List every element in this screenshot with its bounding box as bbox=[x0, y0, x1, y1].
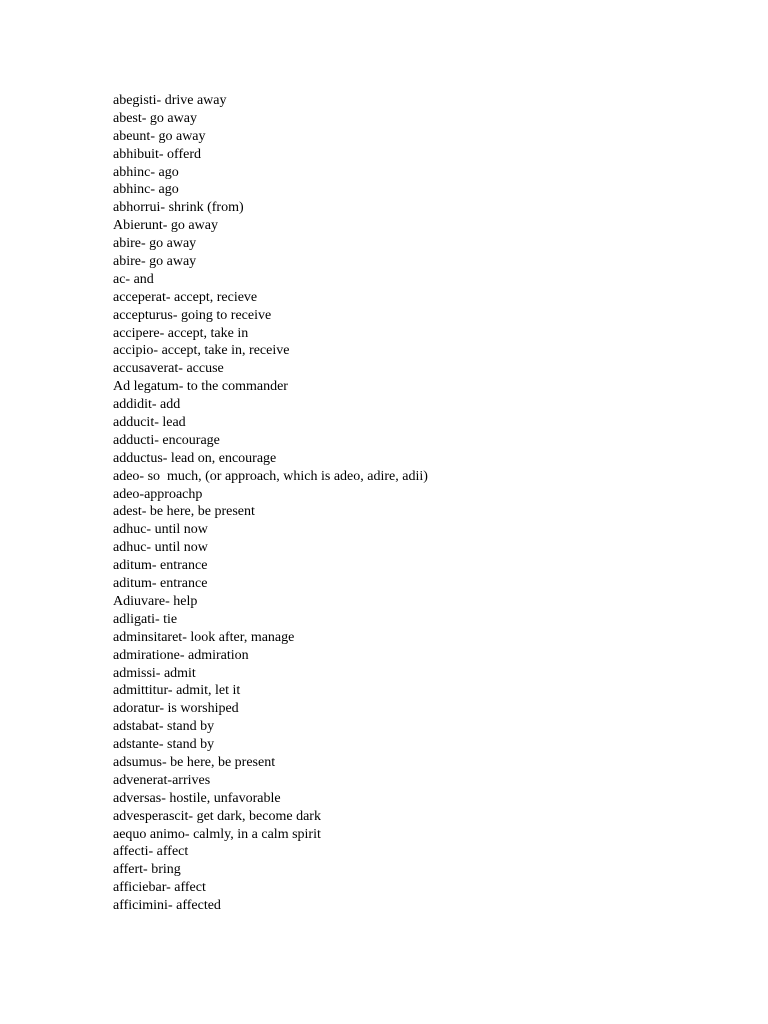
vocab-entry: abire- go away bbox=[113, 254, 197, 270]
vocab-entry: advesperascit- get dark, become dark bbox=[113, 808, 321, 824]
vocab-entry: ac- and bbox=[113, 271, 154, 287]
vocab-entry: adest- be here, be present bbox=[113, 504, 255, 520]
vocab-entry: abegisti- drive away bbox=[113, 93, 227, 108]
vocab-entry: admittitur- admit, let it bbox=[113, 683, 241, 699]
vocab-entry: adducti- encourage bbox=[113, 432, 220, 448]
vocab-entry: Abierunt- go away bbox=[113, 218, 218, 234]
vocab-entry: accusaverat- accuse bbox=[113, 361, 224, 377]
vocab-entry: afficiebar- affect bbox=[113, 880, 206, 896]
vocab-entry: admiratione- admiration bbox=[113, 647, 249, 663]
vocab-entry: Ad legatum- to the commander bbox=[113, 379, 288, 395]
vocab-entry: acceperat- accept, recieve bbox=[113, 289, 258, 305]
vocab-entry: adductus- lead on, encourage bbox=[113, 450, 277, 466]
vocab-entry: abire- go away bbox=[113, 236, 197, 252]
vocab-entry: addidit- add bbox=[113, 397, 181, 413]
vocab-entry: accepturus- going to receive bbox=[113, 307, 272, 323]
vocab-entry: adducit- lead bbox=[113, 415, 186, 431]
vocab-entry: adeo-approachp bbox=[113, 486, 203, 502]
vocab-entry: Adiuvare- help bbox=[113, 593, 198, 609]
vocab-entry: adminsitaret- look after, manage bbox=[113, 629, 295, 645]
vocab-entry: admissi- admit bbox=[113, 665, 196, 681]
vocab-entry: abhorrui- shrink (from) bbox=[113, 200, 244, 216]
vocab-entry: adsumus- be here, be present bbox=[113, 754, 276, 770]
vocab-entry: abhibuit- offerd bbox=[113, 146, 201, 162]
vocab-entry: adversas- hostile, unfavorable bbox=[113, 790, 281, 806]
vocab-entry: adhuc- until now bbox=[113, 522, 208, 538]
vocab-entry: adstante- stand by bbox=[113, 737, 215, 753]
vocab-entry: afficimini- affected bbox=[113, 898, 221, 914]
vocab-entry: adeo- so much, (or approach, which is adeo, adire, adii) bbox=[113, 468, 428, 484]
vocab-entry: accipio- accept, take in, receive bbox=[113, 343, 290, 359]
vocab-entry: abeunt- go away bbox=[113, 128, 206, 144]
vocab-entry: adhuc- until now bbox=[113, 540, 208, 556]
vocab-entry: aditum- entrance bbox=[113, 576, 208, 592]
vocab-entry: advenerat-arrives bbox=[113, 772, 211, 788]
vocab-entry: adoratur- is worshiped bbox=[113, 701, 239, 717]
vocab-entry: aditum- entrance bbox=[113, 558, 208, 574]
vocab-entry: affecti- affect bbox=[113, 844, 189, 860]
vocab-entry: adligati- tie bbox=[113, 611, 178, 627]
vocab-entry: abest- go away bbox=[113, 110, 197, 126]
vocab-entry: accipere- accept, take in bbox=[113, 325, 249, 341]
vocab-entry: abhinc- ago bbox=[113, 164, 179, 180]
vocabulary-list bbox=[113, 92, 428, 915]
vocab-entry: affert- bring bbox=[113, 862, 181, 878]
vocab-entry: aequo animo- calmly, in a calm spirit bbox=[113, 826, 321, 842]
vocab-entry: adstabat- stand by bbox=[113, 719, 215, 735]
vocab-entry: abhinc- ago bbox=[113, 182, 179, 198]
